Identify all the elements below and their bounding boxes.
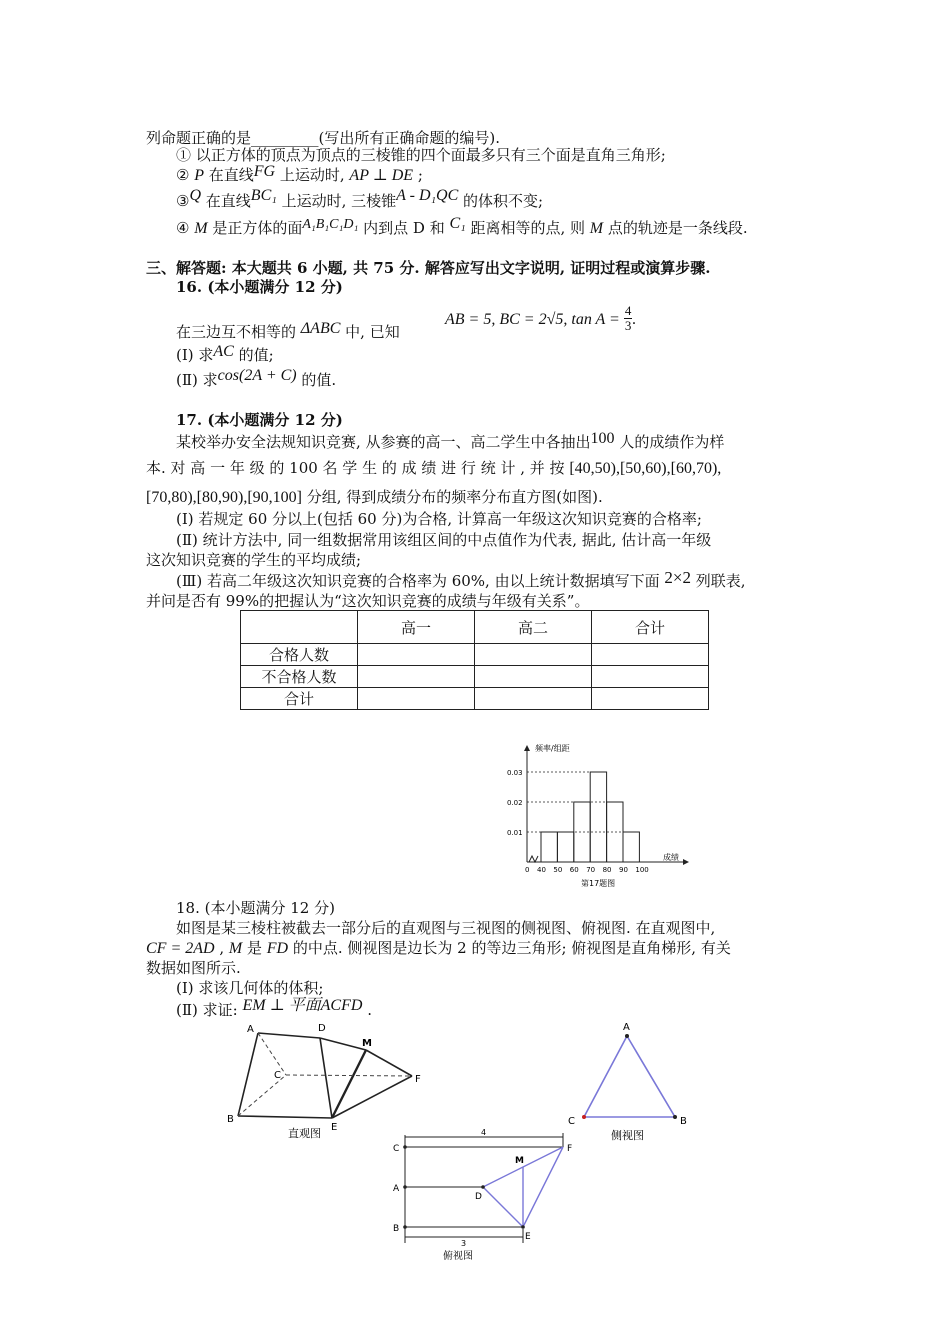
table-row — [241, 666, 709, 688]
side-caption: 侧视图 — [611, 1129, 644, 1142]
point-e — [521, 1225, 525, 1229]
hidden-edge-bc — [238, 1075, 286, 1116]
frac-numerator: 4 — [624, 303, 632, 318]
table-cell-empty — [475, 644, 592, 666]
edge-be — [238, 1116, 332, 1118]
q16-stem: 在三边互不相等的 ΔABC 中, 已知 — [176, 320, 400, 341]
label-d: D — [475, 1192, 482, 1202]
top-caption: 俯视图 — [443, 1251, 473, 1262]
edge-dm — [320, 1038, 366, 1050]
histogram-bar — [557, 832, 573, 862]
histogram-bar — [623, 832, 639, 862]
q17-line-1: 某校举办安全法规知识竞赛, 从参赛的高一、高二学生中各抽出100 人的成绩作为样 — [176, 430, 725, 451]
x-tick-label: 60 — [569, 866, 579, 874]
label-a: A — [393, 1184, 400, 1194]
edge-ad — [258, 1033, 320, 1038]
q18-heading: 18. (本小题满分 12 分) — [176, 899, 335, 917]
table-header-row — [241, 611, 709, 644]
x-tick-label: 70 — [586, 866, 596, 874]
label-c: C — [568, 1116, 575, 1127]
q17-part-2b: 这次知识竞赛的学生的平均成绩; — [146, 551, 362, 569]
table-header-cell — [241, 611, 358, 644]
contingency-table — [240, 610, 709, 710]
point-b — [403, 1225, 407, 1229]
histogram-bar — [541, 832, 557, 862]
y-axis-arrow — [524, 745, 530, 751]
q17-line-2: 本. 对 高 一 年 级 的 100 名 学 生 的 成 绩 进 行 统 计 , 并 按 [40,50),[50,60),[60,70), — [146, 459, 722, 477]
table-header-cell: 高一 — [358, 611, 475, 644]
table-cell-empty — [475, 666, 592, 688]
segment-fe — [523, 1147, 563, 1227]
q16-formula: AB = 5, BC = 2√5, tan A = $\frac{4}{3}$ . — [445, 303, 637, 333]
x-tick-label: 50 — [553, 866, 563, 874]
q17-heading: 17. (本小题满分 12 分) — [176, 411, 343, 429]
label-b: B — [393, 1224, 400, 1234]
table-cell-empty — [358, 644, 475, 666]
y-tick-label: 0.03 — [507, 769, 523, 777]
q18-part-2: (Ⅱ) 求证: EM ⊥ 平面ACFD . — [176, 997, 372, 1019]
point-c — [403, 1145, 407, 1149]
section-3-title: 三、解答题: 本大题共 6 小题, 共 75 分. 解答应写出文字说明, 证明过程或演算步骤. — [146, 259, 711, 277]
table-header-cell: 高二 — [475, 611, 592, 644]
frequency-histogram — [505, 742, 695, 892]
point-d — [481, 1185, 485, 1189]
vertex-c — [582, 1115, 586, 1119]
segment-em — [332, 1050, 366, 1118]
hidden-edge-ac — [258, 1033, 286, 1075]
q15-intro: 列命题正确的是_________(写出所有正确命题的编号). — [146, 129, 500, 147]
edge-de — [320, 1038, 332, 1118]
y-axis-label: 频率/组距 — [535, 744, 570, 753]
label-f: F — [567, 1144, 573, 1154]
axis-break — [529, 856, 538, 862]
x-axis-arrow — [683, 859, 689, 865]
x-tick-label: 0 — [525, 866, 530, 874]
q16-part-1: (Ⅰ) 求AC 的值; — [176, 343, 274, 364]
q16-part-2: (Ⅱ) 求cos(2A + C) 的值. — [176, 367, 337, 389]
q17-line-3: [70,80),[80,90),[90,100] 分组, 得到成绩分布的频率分布直方图(如图). — [146, 488, 603, 506]
frac-denominator: 3 — [624, 318, 632, 333]
q18-part-1: (Ⅰ) 求该几何体的体积; — [176, 979, 324, 997]
table-row-label: 合格人数 — [241, 644, 358, 666]
q17-part-1: (Ⅰ) 若规定 60 分以上(包括 60 分)为合格, 计算高一年级这次知识竞赛的合格率; — [176, 510, 702, 528]
dimension-label-4: 4 — [481, 1128, 487, 1137]
label-d: D — [318, 1023, 326, 1034]
table-cell-empty — [475, 688, 592, 710]
x-tick-label: 100 — [635, 866, 649, 874]
label-b: B — [227, 1114, 234, 1125]
q17-part-2a: (Ⅱ) 统计方法中, 同一组数据常用该组区间的中点值作为代表, 据此, 估计高一年级 — [176, 531, 712, 549]
equilateral-triangle — [584, 1036, 675, 1117]
q15-proposition-2: ② P 在直线FG 上运动时, AP ⊥ DE ; — [176, 163, 423, 184]
q15-proposition-1: ① 以正方体的顶点为顶点的三棱锥的四个面最多只有三个面是直角三角形; — [176, 146, 666, 164]
histogram-caption: 第17题图 — [581, 879, 616, 888]
point-a — [403, 1185, 407, 1189]
x-tick-label: 80 — [602, 866, 612, 874]
table-cell-empty — [592, 644, 709, 666]
x-tick-label: 90 — [619, 866, 628, 874]
q15-proposition-4: ④ M 是正方体的面A₁B₁C₁D₁ 内到点 D 和 C₁ 距离相等的点, 则 M 点的轨迹是一条线段. — [176, 215, 748, 237]
histogram-bar — [590, 772, 606, 862]
label-m: M — [515, 1156, 524, 1166]
q15-proposition-3: ③Q 在直线BC₁ 上运动时, 三棱锥A - D₁QC 的体积不变; — [176, 187, 544, 210]
hidden-edge-cf — [286, 1075, 412, 1076]
label-e: E — [331, 1122, 338, 1133]
label-c: C — [274, 1070, 281, 1081]
vertex-b — [673, 1115, 677, 1119]
edge-mf — [366, 1050, 412, 1076]
table-row — [241, 644, 709, 666]
q18-line-3: 数据如图所示. — [146, 959, 241, 977]
y-tick-label: 0.01 — [507, 829, 523, 837]
label-a: A — [623, 1022, 630, 1033]
label-m: M — [362, 1038, 372, 1049]
vertex-a — [625, 1034, 629, 1038]
table-header-cell: 合计 — [592, 611, 709, 644]
label-f: F — [415, 1074, 421, 1085]
q18-line-1: 如图是某三棱柱被截去一部分后的直观图与三视图的侧视图、俯视图. 在直观图中, — [176, 919, 716, 937]
edge-ef — [332, 1076, 412, 1118]
q16-heading: 16. (本小题满分 12 分) — [176, 278, 343, 296]
table-cell-empty — [358, 666, 475, 688]
table-cell-empty — [592, 666, 709, 688]
y-tick-label: 0.02 — [507, 799, 523, 807]
q17-part-3b: 并问是否有 99%的把握认为“这次知识竞赛的成绩与年级有关系”。 — [146, 592, 590, 610]
table-row-label: 合计 — [241, 688, 358, 710]
x-tick-label: 40 — [537, 866, 546, 874]
label-b: B — [680, 1116, 687, 1127]
table-row-label: 不合格人数 — [241, 666, 358, 688]
q17-part-3a: (Ⅲ) 若高二年级这次知识竞赛的合格率为 60%, 由以上统计数据填写下面 2×2 列联表, — [176, 568, 746, 590]
top-view-figure — [385, 1125, 590, 1265]
q18-line-2: CF = 2AD , M 是 FD 的中点. 侧视图是边长为 2 的等边三角形; 俯视图是直角梯形, 有关 — [146, 939, 731, 957]
segment-de — [483, 1187, 523, 1227]
table-cell-empty — [358, 688, 475, 710]
edge-ab — [238, 1033, 258, 1116]
label-e: E — [525, 1232, 531, 1242]
dimension-label-3: 3 — [461, 1239, 467, 1248]
x-axis-label: 成绩 — [663, 853, 679, 862]
table-cell-empty — [592, 688, 709, 710]
label-c: C — [393, 1144, 400, 1154]
table-row — [241, 688, 709, 710]
label-a: A — [247, 1024, 254, 1035]
solid-caption: 直观图 — [288, 1127, 321, 1140]
